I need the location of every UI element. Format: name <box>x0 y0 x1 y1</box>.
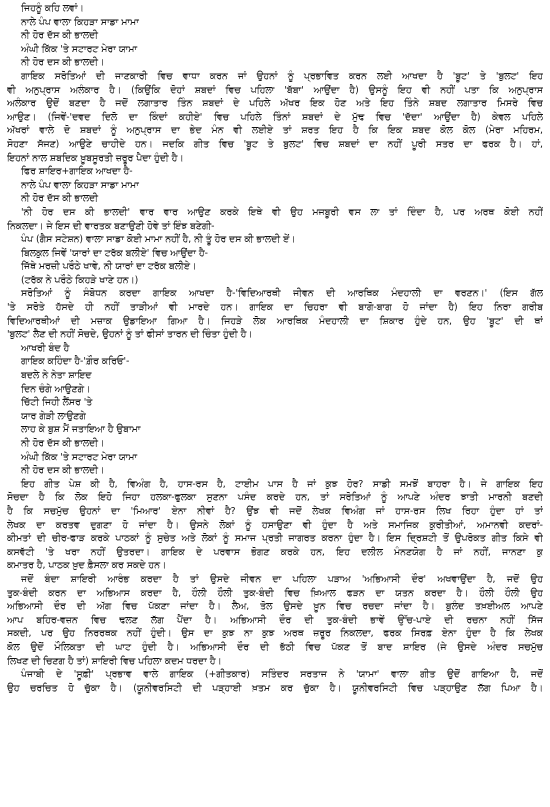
text-line: ਲੇਖਕ ਦਾ ਕਰਤਵ ਦੁਗਣਾ ਹੋ ਜਾਂਦਾ ਹੈ। ਉਸਨੇ ਲੋਕਾਂ ਨੂੰ ਹਸਾਉਣਾ ਵੀ ਹੁੰਦਾ ਹੈ ਅਤੇ ਸਮਾਜਿਕ ਕੁਰੀਤੀਆਂ, ਅਮਾਨਵੀ ਕਦਰਾਂ- <box>7 519 543 531</box>
text-line: ਹੈ ਕਿ ਸਚਮੁੱਚ ਉਹਨਾਂ ਦਾ 'ਮਿਆਰ' ਏਨਾ ਨੀਵਾਂ ਹੈ? ਉਂਝ ਵੀ ਜਦੋਂ ਲੇਖਕ ਵਿਅੰਗ ਜਾਂ ਹਾਸ-ਰਸ ਲਿਖ ਰਿਹਾ ਹੁੰਦਾ ਹਾਂ ਤਾਂ <box>7 505 543 517</box>
text-line: ਚਿੱਟੀ ਜਿਹੀ ਲੈਂਸਰ 'ਤੇ <box>21 397 93 409</box>
text-line: ਅੱਖਰਾਂ ਵਾਲੇ ਦੋ ਸ਼ਬਦਾਂ ਨੂੰ ਅਨੁਪ੍ਰਾਸ ਦਾ ਭੇਦ ਮੰਨ ਵੀ ਲਈਏ ਤਾਂ ਸ਼ਰਤ ਇਹ ਹੈ ਕਿ ਇਕ ਸ਼ਬਦ ਕੋਲ ਕੋਲ (ਮੇਰਾ ਮਹਿਰਮ, <box>7 125 543 137</box>
text-line: ਨੀ ਹੋਰ ਦਸ ਕੀ ਭਾਲਦੀ। <box>21 57 105 69</box>
text-line: ਜਦੋਂ ਬੰਦਾ ਸ਼ਾਇਰੀ ਆਰੰਭ ਕਰਦਾ ਹੈ ਤਾਂ ਉਸਦੇ ਜੀਵਨ ਦਾ ਪਹਿਲਾ ਪੜਾਅ 'ਅਭਿਆਸੀ ਦੌਰ' ਅਖਵਾਉਂਦਾ ਹੈ, ਜਦੋਂ ਉਹ <box>21 573 543 585</box>
text-line: ਇਹਨਾਂ ਨਾਲ ਸ਼ਬਦਿਕ ਖ਼ੂਬਸੂਰਤੀ ਜ਼ਰੂਰ ਪੈਦਾ ਹੁੰਦੀ ਹੈ। <box>7 152 184 164</box>
text-line: ਕੀਮਤਾਂ ਦੀ ਚੀਰ-ਫਾੜ ਕਰਕੇ ਪਾਠਕਾਂ ਨੂੰ ਸੁਚੇਤ ਅਤੇ ਲੋਕਾਂ ਨੂੰ ਸਮਾਜ ਪ੍ਰਤੀ ਜਾਗਰਤ ਕਰਨਾ ਹੁੰਦਾ ਹੈ। ਇਸ ਦ੍ਰਿਸ਼ਟੀ ਤੋਂ ਉਪਰੋਕਤ ਗੀਤ ਕਿਸੇ ਵੀ <box>7 533 543 545</box>
text-line: (ਟਰੱਕ ਨੇ ਪਰੌਠੇ ਕਿਹੜੇ ਖਾਣੇ ਹਨ।) <box>21 274 139 286</box>
text-line: ਕਮਾਤਰ ਹੈ, ਪਾਠਕ ਖ਼ੁਦ ਫ਼ੈਸਲਾ ਕਰ ਸਕਦੇ ਹਨ। <box>7 560 167 572</box>
text-line: ਬਦਲੇ ਨੇ ਨੇਤਾ ਸ਼ਾਇਦ <box>21 370 92 382</box>
text-line: ਸੋਹਣਾ ਸੱਜਣ) ਆਉਣੇ ਚਾਹੀਦੇ ਹਨ। ਜਦਕਿ ਗੀਤ ਵਿਚ 'ਬੂਟ ਤੇ ਬੁਲਟ' ਵਿਚ ਸ਼ਬਦਾਂ ਦਾ ਨਹੀਂ ਪੂਰੀ ਸਤਰ ਦਾ ਫਰਕ ਹੈ। ਹਾਂ, <box>7 138 543 150</box>
text-line: ਬਿਲਕੁਲ ਜਿਵੇਂ 'ਯਾਰਾਂ ਦਾ ਟਰੱਕ ਬਲੀਏ' ਵਿਚ ਆਉਂਦਾ ਹੈ- <box>21 247 208 259</box>
text-line: ਆਪ ਬਹਿਰ-ਵਜ਼ਨ ਵਿਚ ਢਲਣ ਲੱਗ ਪੈਂਦਾ ਹੈ। ਅਭਿਆਸੀ ਦੌਰ ਦੀ ਤੁਕ-ਬੰਦੀ ਭਾਵੇਂ ਉੱਚ-ਪਾਏ ਦੀ ਰਚਨਾ ਨਹੀਂ ਸਿੱਜ <box>7 614 543 626</box>
text-line: ਲਾਹ ਕੇ ਬੁਸ਼ ਮੈਂ ਜਤਾਇਆ ਹੈ ਉਬਾਮਾ <box>21 424 141 436</box>
text-line: ਜਿੱਥੇ ਮਰਜ਼ੀ ਪਰੌਠੇ ਖਾਵੇ, ਨੀ ਯਾਰਾਂ ਦਾ ਟਰੱਕ ਬਲੀਏ। <box>21 261 197 273</box>
text-line: ਵੀ ਅਨੁਪ੍ਰਾਸ ਅਲੰਕਾਰ ਹੈ। (ਕਿਉਂਕਿ ਦੋਹਾਂ ਸ਼ਬਦਾਂ ਵਿਚ ਪਹਿਲਾ 'ਬੱਬਾ' ਆਉਂਦਾ ਹੈ) ਉਸਨੂੰ ਇਹ ਵੀ ਨਹੀਂ ਪਤਾ ਕਿ ਅਨੁਪ੍ਰਾਸ <box>7 84 543 96</box>
text-line: ਅਭਿਆਸੀ ਦੌਰ ਦੀ ਅੱਗ ਵਿਚ ਪੱਕਣਾ ਜਾਂਦਾ ਹੈ। ਲੈਅ, ਤੋਲ ਉਸਦੇ ਖ਼ੂਨ ਵਿਚ ਰਚਦਾ ਜਾਂਦਾ ਹੈ। ਬੁਲੰਦ ਤਖ਼ਈਅਲ ਆਪਣੇ <box>7 601 543 613</box>
text-line: ਜਿਹਨੂੰ ਕਹਿ ਲਵਾਂ। <box>21 3 84 14</box>
text-line: ਕਸਵੱਟੀ 'ਤੇ ਖਰਾ ਨਹੀਂ ਉਤਰਦਾ। ਗਾਇਕ ਦੇ ਪਰਵਾਸ ਭੋਗਣ ਕਰਕੇ ਹਨ, ਇਹ ਦਲੀਲ ਮੰਨਣਯੋਗ ਹੈ ਜਾਂ ਨਹੀਂ, ਜਾਨਣਾ ਕੁ <box>7 546 543 558</box>
text-line: ਦਿਨ ਚੰਗੇ ਆਉਣਗੇ। <box>21 383 91 395</box>
text-line: ਸਰੋਤਿਆਂ ਨੂੰ ਸੰਬੋਧਨ ਕਰਦਾ ਗਾਇਕ ਆਖਦਾ ਹੈ-'ਵਿਦਿਆਰਥੀ ਜੀਵਨ ਦੀ ਆਰਥਿਕ ਮੰਦਹਾਲੀ ਦਾ ਵਰਣਨ।' (ਇਸ ਗੱਲ <box>21 288 543 300</box>
text-line: ਨੀ ਹੋਰ ਦੱਸ ਕੀ ਭਾਲਦੀ <box>21 193 98 205</box>
text-line: ਸਕਦੀ, ਪਰ ਉਹ ਨਿਰਰਥਕ ਨਹੀਂ ਹੁੰਦੀ। ਉਸ ਦਾ ਕੁਝ ਨਾ ਕੁਝ ਅਰਥ ਜ਼ਰੂਰ ਨਿਕਲਦਾ, ਫਰਕ ਸਿਰਫ਼ ਏਨਾ ਹੁੰਦਾ ਹੈ ਕਿ ਲੇਖਕ <box>7 628 543 640</box>
text-line: ਪੰਪ (ਗੈਸ ਸਟੇਸ਼ਨ) ਵਾਲਾ ਸਾਡਾ ਕੋਈ ਮਾਮਾ ਨਹੀਂ ਹੈ, ਨੀ ਤੂੰ ਹੋਰ ਦਸ ਕੀ ਭਾਲਦੀ ਏਂ। <box>21 234 296 246</box>
text-line: ਵਿਦਿਆਰਥੀਆਂ ਦੀ ਮਜ਼ਾਕ ਉਡਾਇਆ ਗਿਆ ਹੈ। ਜਿਹੜੇ ਲੋਕ ਆਰਥਿਕ ਮੰਦਹਾਲੀ ਦਾ ਸ਼ਿਕਾਰ ਹੁੰਦੇ ਹਨ, ਉਹ 'ਬੂਟ' ਦੀ ਥਾਂ <box>7 315 543 327</box>
text-line: ਨੀ ਹੋਰ ਦੱਸ ਕੀ ਭਾਲਦੀ <box>21 30 98 42</box>
text-line: ਯਾਰ ਗੇੜੀ ਲਾਉਣਗੇ <box>21 410 86 422</box>
text-line: ਨਾਲੇ ਪੰਪ ਵਾਲਾ ਕਿਹੜਾ ਸਾਡਾ ਮਾਮਾ <box>21 179 139 191</box>
text-line: 'ਤੇ ਸਰੋਤੇ ਹੱਸਦੇ ਹੀ ਨਹੀਂ ਤਾੜੀਆਂ ਵੀ ਮਾਰਦੇ ਹਨ। ਗਾਇਕ ਦਾ ਚਿਹਰਾ ਵੀ ਬਾਗੋ-ਬਾਗ ਹੋ ਜਾਂਦਾ ਹੈ) ਇਹ ਨਿਰਾ ਗਰੀਬ <box>7 302 543 314</box>
text-line: ਲਿਖਣ ਦੀ ਚਿਣਗ ਹੈ ਤਾਂ) ਸ਼ਾਇਰੀ ਵਿਚ ਪਹਿਲਾ ਕਦਮ ਧਰਦਾ ਹੈ। <box>7 655 222 667</box>
text-line: ਪੰਜਾਬੀ ਦੇ 'ਸੂਫ਼ੀ' ਪ੍ਰਭਾਵ ਵਾਲੇ ਗਾਇਕ (+ਗੀਤਕਾਰ) ਸਤਿੰਦਰ ਸਰਤਾਜ ਨੇ 'ਯਾਮਾ' ਵਾਲਾ ਗੀਤ ਉਦੋਂ ਗਾਇਆ ਹੈ, ਜਦੋਂ <box>21 669 543 681</box>
text-line: ਉਹ ਚਰਚਿਤ ਹੋ ਚੁੱਕਾ ਹੈ। (ਯੂਨੀਵਰਸਿਟੀ ਦੀ ਪੜ੍ਹਾਈ ਖ਼ਤਮ ਕਰ ਚੁੱਕਾ ਹੈ। ਯੂਨੀਵਰਸਿਟੀ ਵਿਚ ਪੜ੍ਹਾਉਣ ਲੱਗ ਪਿਆ ਹੈ। <box>7 682 543 694</box>
text-line: ਨੀ ਹੋਰ ਦੱਸ ਕੀ ਭਾਲਦੀ। <box>21 438 105 449</box>
text-line: ਨਾਲੇ ਪੰਪ ਵਾਲਾ ਕਿਹੜਾ ਸਾਡਾ ਮਾਮਾ <box>21 16 139 28</box>
text-line: ਫਿਰ ਸ਼ਾਇਰ+ਗਾਇਕ ਆਖਦਾ ਹੈ- <box>21 166 133 178</box>
text-line: ਆਖਰੀ ਬੰਦ ਹੈ <box>21 342 70 354</box>
text-line: 'ਨੀ ਹੋਰ ਦਸ ਕੀ ਭਾਲਦੀ' ਵਾਰ ਵਾਰ ਆਉਣ ਕਰਕੇ ਇਥੇ ਵੀ ਉਹ ਮਜਬੂਰੀ ਵਸ ਲਾ ਤਾਂ ਦਿੰਦਾ ਹੈ, ਪਰ ਅਰਥ ਕੋਈ ਨਹੀਂ <box>21 206 543 218</box>
text-line: ਸੋਚਦਾ ਹੈ ਕਿ ਲੋਕ ਇਹੋ ਜਿਹਾ ਹਲਕਾ-ਫੁਲਕਾ ਸੁਣਨਾ ਪਸੰਦ ਕਰਦੇ ਹਨ, ਤਾਂ ਸਰੋਤਿਆਂ ਨੂੰ ਆਪਣੇ ਅੰਦਰ ਝਾਤੀ ਮਾਰਨੀ ਬਣਦੀ <box>7 492 543 504</box>
text-line: ਤੁਕ-ਬੰਦੀ ਕਰਨ ਦਾ ਅਭਿਆਸ ਕਰਦਾ ਹੈ, ਹੌਲੀ ਹੌਲੀ ਤੁਕ-ਬੰਦੀ ਵਿਚ ਖ਼ਿਆਲ ਫੜਨ ਦਾ ਯਤਨ ਕਰਦਾ ਹੈ। ਹੌਲੀ ਹੌਲੀ ਉਹ <box>7 587 543 599</box>
text-line: ਨੀ ਹੋਰ ਦਸ ਕੀ ਭਾਲਦੀ। <box>21 465 105 477</box>
text-line: ਆਉਣ। (ਜਿਵੇਂ-'ਦਵਦ ਦਿਲੋ ਦਾ ਕਿੰਦਾਂ ਕਹੀਏ' ਵਿਚ ਪਹਿਲੇ ਤਿੰਨਾਂ ਸ਼ਬਦਾਂ ਦੇ ਮੁੱਢ ਵਿਚ 'ਦੱਦਾ' ਆਉਂਦਾ ਹੈ) ਕੇਵਲ ਪਹਿਲੇ <box>7 111 543 123</box>
text-line: ਨਿਕਲਦਾ। ਜੇ ਇਸ ਦੀ ਵਾਰਤਕ ਬਣਾਉਣੀ ਹੋਵੇ ਤਾਂ ਇੰਝ ਬਣੇਗੀ- <box>7 220 215 232</box>
text-line: ਕੋਲ ਉਦੋਂ ਮੌਲਿਕਤਾ ਦੀ ਘਾਟ ਹੁੰਦੀ ਹੈ। ਅਭਿਆਸੀ ਦੌਰ ਦੀ ਭੱਠੀ ਵਿਚ ਪੱਕਣ ਤੋਂ ਬਾਦ ਸ਼ਾਇਰ (ਜੇ ਉਸਦੇ ਅੰਦਰ ਸਚਮੁੱਚ <box>7 641 543 653</box>
text-line: ਅਲੰਕਾਰ ਉਦੋਂ ਬਣਦਾ ਹੈ ਜਦੋਂ ਲਗਾਤਾਰ ਤਿੰਨ ਸ਼ਬਦਾਂ ਦੇ ਪਹਿਲੇ ਅੱਖਰ ਇਕ ਹੋਣ ਅਤੇ ਇਹ ਤਿੰਨੇ ਸ਼ਬਦ ਲਗਾਤਾਰ ਮਿਸਰੇ ਵਿਚ <box>7 98 543 110</box>
text-line: ਗਾਇਕ ਸਰੋਤਿਆਂ ਦੀ ਜਾਣਕਾਰੀ ਵਿਚ ਵਾਧਾ ਕਰਨ ਜਾਂ ਉਹਨਾਂ ਨੂੰ ਪ੍ਰਭਾਵਿਤ ਕਰਨ ਲਈ ਆਖਦਾ ਹੈ 'ਬੂਟ' ਤੇ 'ਬੁਲਟ' ਇਹ <box>21 70 543 82</box>
text-line: ਇਹ ਗੀਤ ਪੇਸ਼ ਕੀ ਹੈ, ਵਿਅੰਗ ਹੈ, ਹਾਸ-ਰਸ ਹੈ, ਟਾਈਮ ਪਾਸ ਹੈ ਜਾਂ ਕੁਝ ਹੋਰ? ਸਾਡੀ ਸਮਝੋਂ ਬਾਹਰਾ ਹੈ। ਜੇ ਗਾਇਕ ਇਹ <box>21 478 543 490</box>
text-line: ਗਾਇਕ ਕਹਿੰਦਾ ਹੈ-'ਗ਼ੌਰ ਕਰਿਓ'- <box>21 356 130 368</box>
text-line: ਅੰਘੀ ਕਿੱਕ 'ਤੇ ਸਟਾਰਟ ਮੇਰਾ ਯਾਮਾ <box>21 451 137 463</box>
text-line: 'ਬੁਲਟ' ਲੈਣ ਦੀ ਨਹੀਂ ਸੋਚਦੇ, ਉਹਨਾਂ ਨੂੰ ਤਾਂ ਫੀਸਾਂ ਤਾਰਨ ਦੀ ਚਿੰਤਾ ਹੁੰਦੀ ਹੈ। <box>7 329 253 341</box>
text-line: ਅੰਘੀ ਕਿੱਕ 'ਤੇ ਸਟਾਰਟ ਮੇਰਾ ਯਾਮਾ <box>21 43 137 55</box>
